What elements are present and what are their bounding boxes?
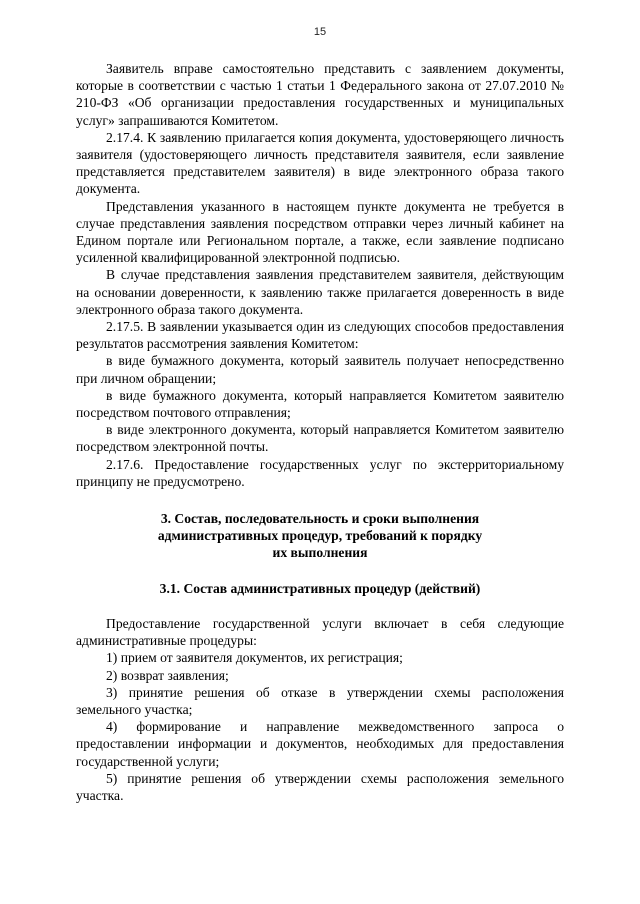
- paragraph-applicant-right: Заявитель вправе самостоятельно представить с заявлением документы, которые в соответствии с частью 1 статьи 1 Федерального закона от 27.07.2010 № 210-ФЗ «Об организации предоставления государственных и муниципальных услуг» запрашиваются Комитетом.: [76, 61, 564, 128]
- paragraph-2-17-5: 2.17.5. В заявлении указывается один из следующих способов предоставления результатов рассмотрения заявления Комитетом:: [76, 319, 564, 352]
- list-item-procedure-1: 1) прием от заявителя документов, их регистрация;: [106, 650, 403, 666]
- list-item-procedure-5: 5) принятие решения об утверждении схемы расположения земельного участка.: [76, 770, 564, 803]
- paragraph-procedures-intro: Предоставление государственной услуги включает в себя следующие административные процедуры:: [76, 615, 564, 649]
- section-heading-line: 3. Состав, последовательность и сроки выполнения: [160, 511, 480, 527]
- paragraph-2-17-4: 2.17.4. К заявлению прилагается копия документа, удостоверяющего личность заявителя (удостоверяющего личность представителя заявителя, если заявление представляется представителем заявителя) в виде электронного образа такого документа.: [76, 129, 564, 197]
- paragraph-representative: В случае представления заявления представителем заявителя, действующим на основании доверенности, к заявлению также прилагается доверенность в виде электронного образа такого документа.: [76, 267, 564, 317]
- section-heading-line: административных процедур, требований к порядку: [157, 528, 483, 544]
- page-number: 15: [313, 26, 327, 38]
- paragraph-not-required: Представления указанного в настоящем пункте документа не требуется в случае представления заявления посредством отправки через личный кабинет на Едином портале или Региональном портале, а также, если заявление подписано усиленной квалифицированной электронной подписью.: [76, 198, 564, 266]
- paragraph-2-17-6: 2.17.6. Предоставление государственных услуг по экстерриториальному принципу не предусмотрено.: [76, 456, 564, 489]
- section-heading-line: их выполнения: [272, 545, 368, 561]
- list-item-electronic-email: в виде электронного документа, который направляется Комитетом заявителю посредством электронной почты.: [76, 422, 564, 455]
- list-item-procedure-3: 3) принятие решения об отказе в утверждении схемы расположения земельного участка;: [76, 684, 564, 717]
- list-item-procedure-4: 4) формирование и направление межведомственного запроса о предоставлении информации и документов, необходимых для предоставления государственной услуги;: [76, 719, 564, 769]
- subsection-heading: 3.1. Состав административных процедур (действий): [159, 580, 481, 596]
- list-item-paper-personal: в виде бумажного документа, который заявитель получает непосредственно при личном обращении;: [76, 353, 564, 386]
- list-item-paper-mail: в виде бумажного документа, который направляется Комитетом заявителю посредством почтового отправления;: [76, 387, 564, 421]
- section-heading: [76, 510, 564, 562]
- list-item-procedure-2: 2) возврат заявления;: [106, 667, 229, 683]
- page-content: [76, 60, 564, 804]
